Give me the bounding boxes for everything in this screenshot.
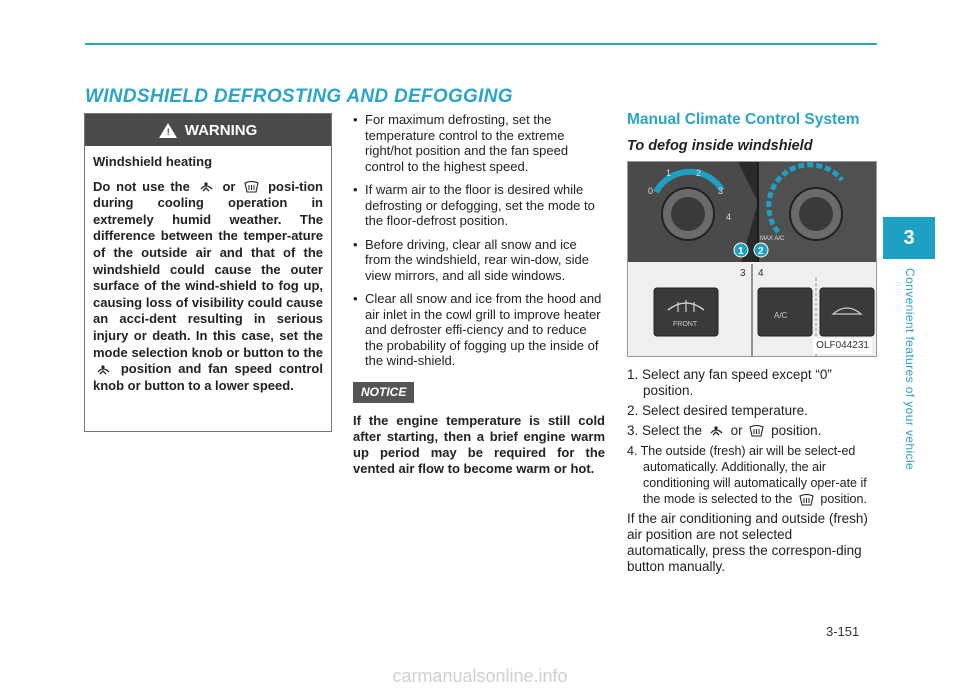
list-item: • Clear all snow and ice from the hood and air inlet in the cowl grill to improve heater and defroster effi-ciency and to reduce the probability of fogging up the inside of the wind-shield. xyxy=(353,291,605,369)
step-2: 2. Select desired temperature. xyxy=(627,403,808,418)
list-item: • Before driving, clear all snow and ice from the windshield, rear win-dow, side view mirrors, and all side windows. xyxy=(353,237,605,284)
manual-note: If the air conditioning and outside (fresh) air position are not selected automatically, press the correspon-ding button manually. xyxy=(627,511,868,574)
defrost-icon xyxy=(749,425,764,437)
callout-1: 1 xyxy=(738,246,744,257)
step-3-or: or xyxy=(730,423,743,438)
warning-text-end: position and fan speed control knob or button to a lower speed. xyxy=(93,361,323,393)
watermark: carmanualsonline.info xyxy=(392,666,568,686)
section-title: Manual Climate Control System xyxy=(627,111,860,128)
page-number: 3-151 xyxy=(826,624,860,639)
right-column xyxy=(627,112,877,575)
warning-body xyxy=(85,146,331,394)
ac-button-label: A/C xyxy=(774,311,788,320)
warning-icon: ! xyxy=(159,123,177,138)
dial-number: 3 xyxy=(718,186,724,196)
label-3: 3 xyxy=(740,268,746,279)
step-3-end: position. xyxy=(771,423,822,438)
chapter-tab: 3 xyxy=(883,217,935,259)
notice-badge: NOTICE xyxy=(353,382,414,404)
step-4-text: 4. The outside (fresh) air will be select-ed automatically. Additionally, the air conditioning will automatically oper-ate if the mode is selected to the xyxy=(627,444,867,506)
list-item: • For maximum defrosting, set the temperature control to the extreme right/hot position and the fan speed control to the highest speed. xyxy=(353,112,605,174)
warning-heading: WARNING xyxy=(184,121,258,139)
defrost-icon xyxy=(244,181,259,193)
steps-list xyxy=(627,367,877,575)
callout-2: 2 xyxy=(758,246,764,257)
warning-header xyxy=(85,114,331,146)
warning-text-part: Do not use the xyxy=(93,178,190,194)
warning-text-or: or xyxy=(222,178,236,194)
step-4 xyxy=(627,443,877,507)
max-ac-label: MAX A/C xyxy=(760,236,785,242)
climate-control-photo xyxy=(627,161,877,357)
dial-number: 0 xyxy=(648,186,654,196)
chapter-label: Convenient features of your vehicle xyxy=(903,268,917,471)
step-3-text: 3. Select the xyxy=(627,423,703,438)
climate-panel-illustration xyxy=(628,162,876,356)
label-4: 4 xyxy=(758,268,764,279)
floor-defrost-icon xyxy=(199,181,214,193)
tips-list xyxy=(353,112,605,369)
front-button-label: FRONT xyxy=(673,321,698,328)
photo-caption: OLF044231 xyxy=(813,338,872,354)
list-item: • If warm air to the floor is desired while defrosting or defogging, set the mode to the floor-defrost position. xyxy=(353,182,605,229)
dial-number: 4 xyxy=(726,212,732,222)
step-1: 1. Select any fan speed except “0” position. xyxy=(627,367,832,398)
warning-box xyxy=(84,113,332,432)
page-title: WINDSHIELD DEFROSTING AND DEFOGGING xyxy=(85,86,513,107)
warning-text-rest: posi-tion during cooling operation in extremely humid weather. The difference between the temper-ature of the outside air and that of the windshield could cause the outer surface of the wind-shield to fog up, causing loss of visibility could cause an acci-dent resulting in serious injury or death. In this case, set the mode selection knob or button to the xyxy=(93,178,323,360)
middle-column xyxy=(353,112,605,477)
warning-subtitle: Windshield heating xyxy=(93,154,213,169)
dial-number: 1 xyxy=(666,168,672,178)
warning-text xyxy=(93,179,323,395)
top-rule xyxy=(85,43,877,45)
step-3 xyxy=(627,423,877,439)
defrost-icon xyxy=(799,494,814,506)
dial-number: 2 xyxy=(696,168,702,178)
floor-defrost-icon xyxy=(709,425,724,437)
notice-text: If the engine temperature is still cold after starting, then a brief engine warm up period may be required for the vented air flow to become warm or hot. xyxy=(353,413,605,476)
subsection-title: To defog inside windshield xyxy=(627,138,813,154)
floor-defrost-icon xyxy=(96,364,111,376)
step-4-end: position. xyxy=(820,492,867,506)
